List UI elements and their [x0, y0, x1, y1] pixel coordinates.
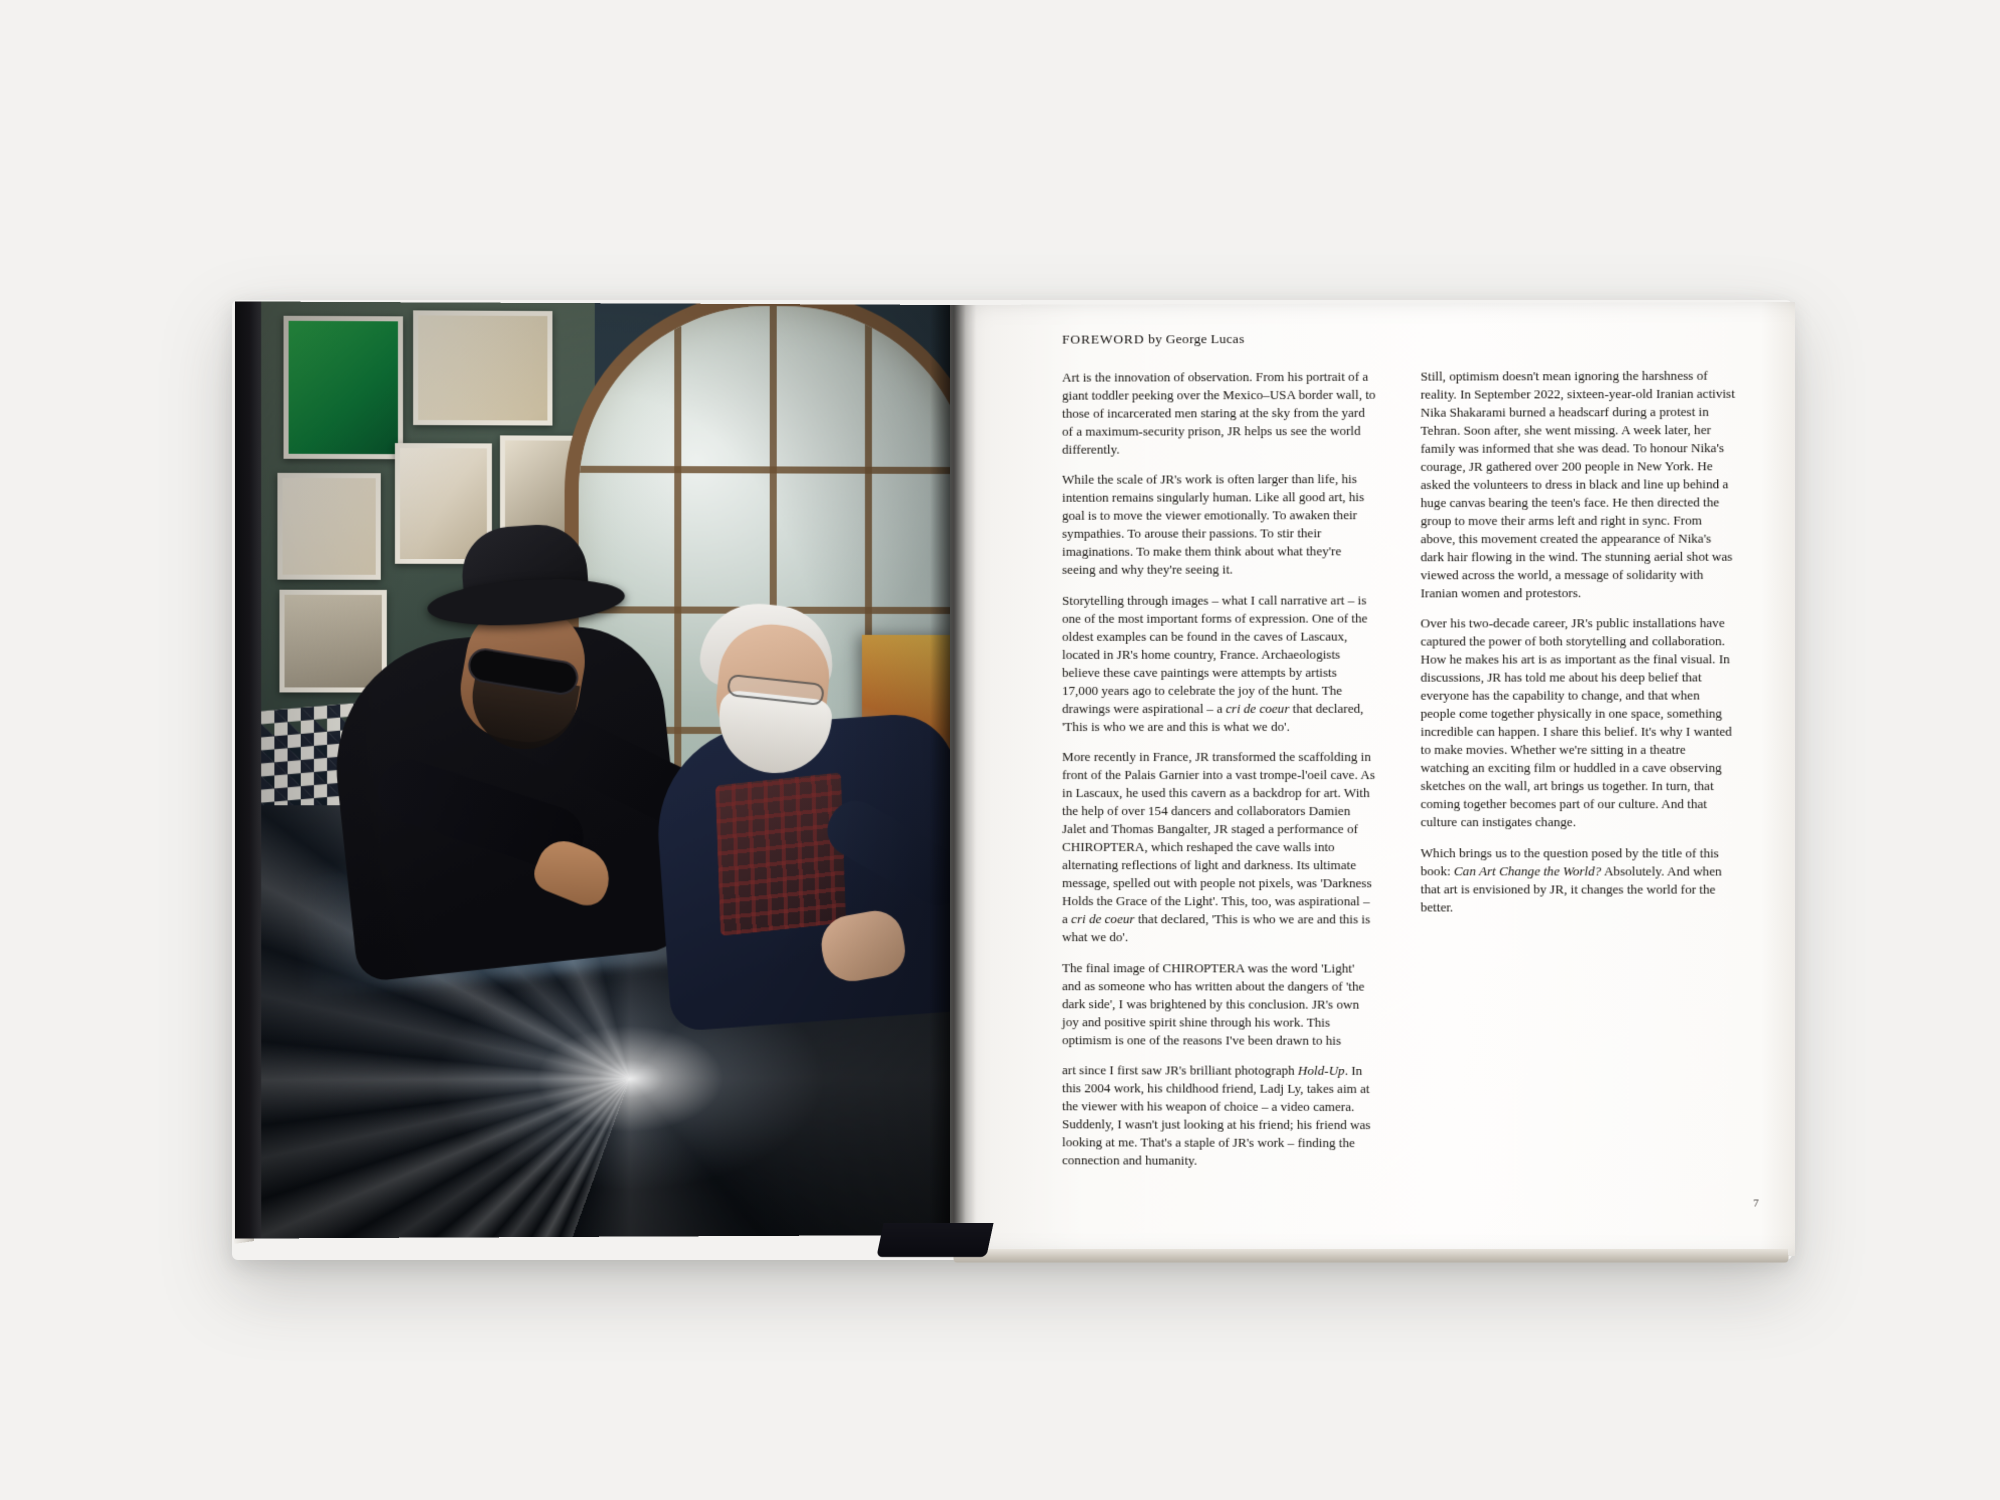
page-number: 7	[1753, 1198, 1759, 1210]
spine-edge	[235, 301, 261, 1238]
studio-photograph	[261, 302, 950, 1239]
window-mullion	[674, 306, 681, 828]
right-page-text	[950, 302, 1795, 1256]
foreword-label: FOREWORD	[1062, 331, 1145, 347]
open-book	[240, 305, 1792, 1260]
paragraph: Over his two-decade career, JR's public installations have captured the power of both storytelling and collaboration. How he makes his art is as important as the final visual. In discussions, JR has told me about his deep belief that everyone has the capability to change, and that when people come together physically in one space, something incredible can happen. I share this belief. It's why I wanted to make movies. Whether we're sitting in a theatre watching an exciting film or huddled in a cave observing sketches on the wall, art brings us together. In turn, that coming together becomes part of our culture. And that culture can instigates change.	[1420, 615, 1732, 830]
paragraph: Which brings us to the question posed by the title of this book: Can Art Change the World? Absolutely. And when that art is envisioned by JR, it changes the world for the better.	[1420, 844, 1722, 915]
paragraph: More recently in France, JR transformed the scaffolding in front of the Palais Garnier into a vast trompe-l'oeil cave. As in Lascaux, he used this cavern as a backdrop for art. With the help of over 154 dancers and collaborators Damien Jalet and Thomas Bangalter, JR staged a performance of CHIROPTERA, which reshaped the cave walls into alternating reflections of light and darkness. Its ultimate message, spelled out with people not pixels, was 'Darkness Holds the Grace of the Light'. This, too, was aspirational – a cri de coeur that declared, 'This is who we are and this is what we do'.	[1062, 748, 1376, 945]
page-block-edge	[953, 1249, 1788, 1263]
body-columns	[1062, 366, 1736, 1191]
foreword-heading	[1062, 328, 1736, 348]
foreword-byline: by George Lucas	[1148, 331, 1245, 347]
framed-artwork	[284, 316, 403, 459]
window-mullion	[579, 466, 950, 474]
spine-block	[876, 1223, 993, 1257]
paragraph: Storytelling through images – what I call narrative art – is one of the most important forms of expression. One of the oldest examples can be found in the caves of Lascaux, located in JR's home country, France. Archaeologists believe these cave paintings were attempts by artists 17,000 years ago to celebrate the joy of the hunt. The drawings were aspirational – a cri de coeur that declared, 'This is who we are and this is what we do'.	[1062, 591, 1368, 734]
framed-artwork	[413, 310, 552, 425]
framed-artwork	[277, 473, 380, 580]
paragraph: art since I first saw JR's brilliant photograph Hold-Up. In this 2004 work, his childhood friend, Ladj Ly, takes aim at the viewer with his weapon of choice – a video camera. Suddenly, I wasn't just looking at his friend; his friend was looking at me. That's a staple of JR's work – finding the connection and humanity.	[1062, 1062, 1371, 1168]
paragraph: Still, optimism doesn't mean ignoring the harshness of reality. In September 2022, sixteen-year-old Iranian activist Nika Shakarami burned a headscarf during a protest in Tehran. Soon after, she went missing. A week later, her family was informed that she was dead. To honour Nika's courage, JR gathered over 200 people in New York. He asked the volunteers to dress in black and line up behind a huge canvas bearing the teen's face. He then directed the group to move their arms left and right in sync. From above, this movement created the appearance of Nika's dark hair flowing in the wind. The stunning aerial shot was viewed across the world, a message of solidarity with Iranian women and protestors.	[1420, 367, 1735, 600]
left-page-photograph	[235, 301, 950, 1238]
text-block	[1062, 328, 1736, 1213]
paragraph: Art is the innovation of observation. From his portrait of a giant toddler peeking over the Mexico–USA border wall, to those of incarcerated men staring at the sky from the yard of a maximum-security prison, JR helps us see the world differently.	[1062, 368, 1376, 457]
paragraph: The final image of CHIROPTERA was the word 'Light' and as someone who has written about the dangers of 'the dark side', I was brightened by this conclusion. JR's own joy and positive spirit shine through his work. This optimism is one of the reasons I've been drawn to his	[1062, 959, 1365, 1048]
paragraph: While the scale of JR's work is often larger than life, his intention remains singularly human. Like all good art, his goal is to move the viewer emotionally. To awaken their sympathies. To arouse their passions. To stir their imaginations. To make them think about what they're seeing and why they're seeing it.	[1062, 471, 1365, 577]
plaid-shirt	[715, 772, 846, 936]
framed-artwork	[279, 590, 386, 693]
